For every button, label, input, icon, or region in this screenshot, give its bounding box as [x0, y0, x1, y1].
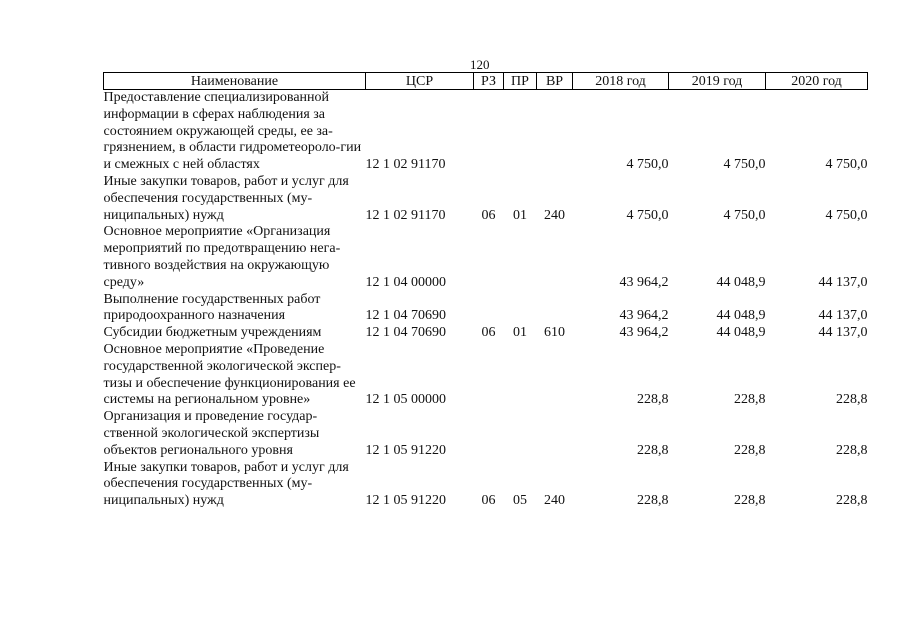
row-name: Субсидии бюджетным учреждениям	[103, 325, 322, 341]
table-row	[104, 342, 868, 409]
row-csr: 12 1 05 00000	[365, 392, 446, 408]
row-2018: 4 750,0	[626, 157, 669, 173]
row-2018: 43 964,2	[619, 274, 669, 290]
row-vr: 610	[544, 325, 565, 341]
header-name: Наименование	[104, 73, 366, 90]
row-vr	[537, 292, 573, 326]
row-2019: 4 750,0	[723, 157, 766, 173]
table-row	[104, 292, 868, 326]
row-csr: 12 1 05 91220	[365, 442, 446, 458]
row-2019: 228,8	[734, 493, 766, 509]
table-row	[104, 409, 868, 459]
row-2019: 228,8	[734, 392, 766, 408]
row-csr: 12 1 02 91170	[365, 157, 446, 173]
table-row	[104, 90, 868, 174]
row-2019: 44 048,9	[716, 308, 766, 324]
row-pr: 05	[513, 493, 527, 509]
row-rz: 06	[481, 325, 496, 341]
row-2018: 43 964,2	[619, 308, 669, 324]
row-2019: 44 048,9	[716, 325, 766, 341]
budget-table	[103, 72, 868, 510]
page-number: 120	[470, 57, 490, 72]
row-rz	[474, 292, 504, 326]
row-2019: 4 750,0	[723, 207, 766, 223]
table-row	[104, 325, 868, 342]
row-pr	[504, 409, 537, 459]
row-csr: 12 1 05 91220	[365, 493, 446, 509]
row-name: Предоставление специализированной информации в сферах наблюдения за состоянием окружающей среды, ее за-грязнением, в области гидрометеороло-гии и смежных с ней областях	[103, 90, 362, 173]
row-2020: 44 137,0	[818, 325, 868, 341]
row-pr	[504, 224, 537, 291]
row-vr	[537, 90, 573, 174]
row-2018: 43 964,2	[619, 325, 669, 341]
header-2018: 2018 год	[573, 73, 669, 90]
row-2018: 228,8	[637, 442, 669, 458]
row-2018: 4 750,0	[626, 207, 669, 223]
header-2019: 2019 год	[669, 73, 766, 90]
header-2020: 2020 год	[766, 73, 868, 90]
row-rz: 06	[481, 207, 496, 223]
row-2020: 228,8	[836, 493, 868, 509]
header-csr: ЦСР	[366, 73, 474, 90]
row-2020: 44 137,0	[818, 274, 868, 290]
row-2018: 228,8	[637, 493, 669, 509]
row-csr: 12 1 04 70690	[365, 308, 446, 324]
row-pr: 01	[513, 207, 527, 223]
row-2020: 44 137,0	[818, 308, 868, 324]
row-name: Организация и проведение государ-ственной экологической экспертизы объектов регионального уровня	[103, 409, 320, 458]
row-2020: 228,8	[836, 392, 868, 408]
header-vr: ВР	[537, 73, 573, 90]
row-rz	[474, 409, 504, 459]
row-vr	[537, 409, 573, 459]
row-csr: 12 1 04 00000	[365, 274, 446, 290]
row-name: Основное мероприятие «Проведение государственной экологической экспер-тизы и обеспечение функционирования ее системы на региональном уровне»	[103, 341, 356, 408]
row-name: Иные закупки товаров, работ и услуг для обеспечения государственных (му-ниципальных) нужд	[103, 173, 349, 223]
row-name: Основное мероприятие «Организация мероприятий по предотвращению нега-тивного воздействия на окружающую среду»	[103, 224, 341, 290]
table-body	[104, 90, 868, 510]
row-vr: 240	[544, 207, 565, 223]
row-2020: 4 750,0	[825, 157, 868, 173]
row-2019: 228,8	[734, 442, 766, 458]
table-row	[104, 224, 868, 291]
table-row	[104, 460, 868, 510]
row-pr	[504, 90, 537, 174]
row-pr	[504, 292, 537, 326]
row-vr	[537, 224, 573, 291]
table-row	[104, 174, 868, 224]
row-rz	[474, 90, 504, 174]
row-vr: 240	[544, 493, 565, 509]
row-2019: 44 048,9	[716, 274, 766, 290]
row-name: Иные закупки товаров, работ и услуг для обеспечения государственных (му-ниципальных) нужд	[103, 459, 349, 509]
row-2020: 228,8	[836, 442, 868, 458]
row-csr: 12 1 04 70690	[365, 325, 446, 341]
row-vr	[537, 342, 573, 409]
row-name: Выполнение государственных работ природоохранного назначения	[103, 291, 321, 324]
row-2020: 4 750,0	[825, 207, 868, 223]
row-csr: 12 1 02 91170	[365, 207, 446, 223]
header-rz: РЗ	[474, 73, 504, 90]
header-pr: ПР	[504, 73, 537, 90]
row-pr: 01	[513, 325, 527, 341]
row-rz	[474, 342, 504, 409]
table-header-row	[104, 73, 868, 90]
row-rz	[474, 224, 504, 291]
row-rz: 06	[481, 493, 496, 509]
row-pr	[504, 342, 537, 409]
row-2018: 228,8	[637, 392, 669, 408]
